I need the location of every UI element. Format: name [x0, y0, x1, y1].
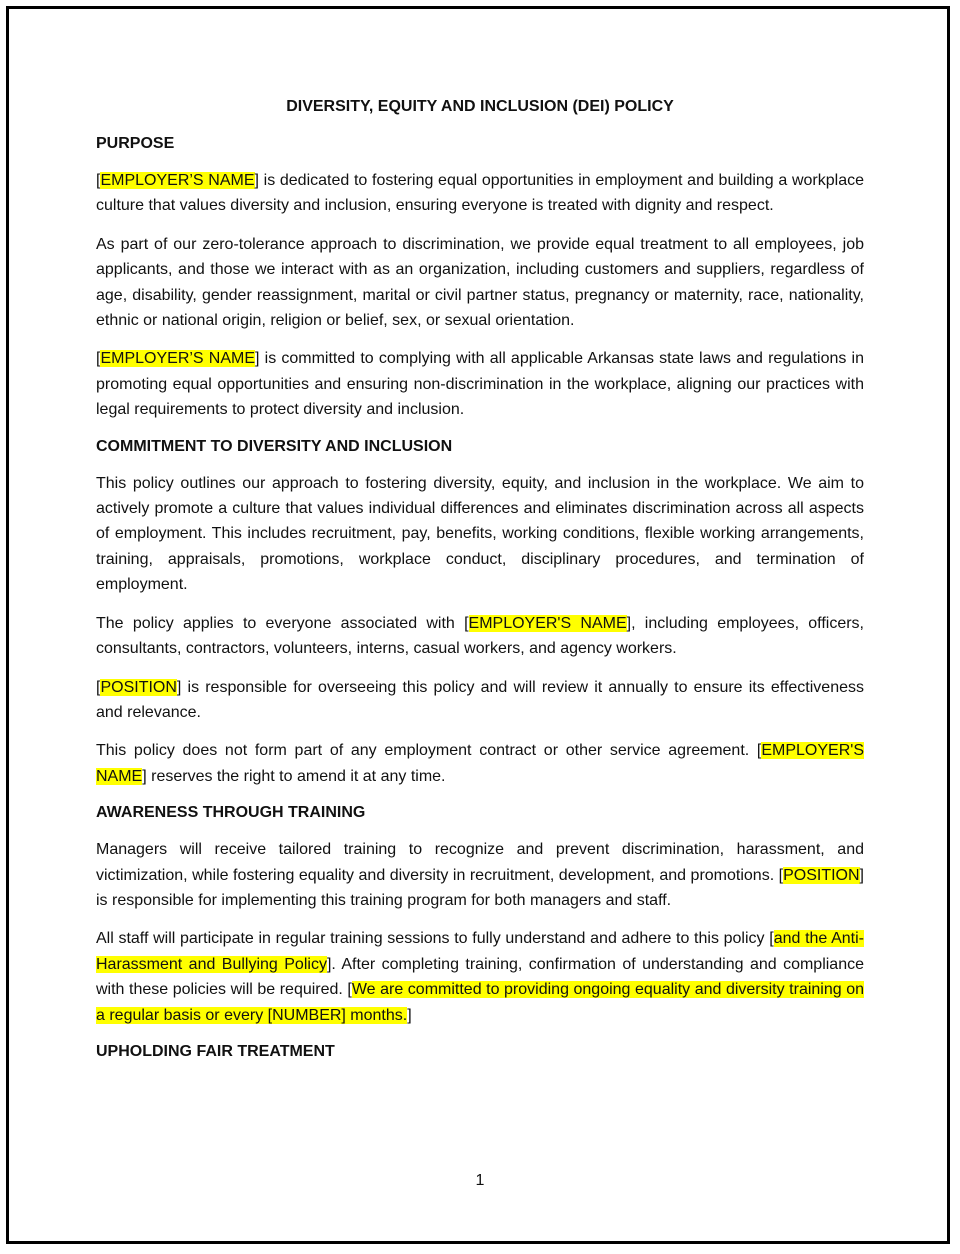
placeholder-highlight: We are committed to providing ongoing equality and diversity training on a regular basis or every [NUMBER] months.: [96, 981, 864, 1024]
section-heading: COMMITMENT TO DIVERSITY AND INCLUSION: [96, 437, 453, 455]
paragraph: [96, 471, 864, 598]
document-title: DIVERSITY, EQUITY AND INCLUSION (DEI) POLICY: [286, 98, 674, 115]
paragraph-text: ] is responsible for overseeing this policy and will review it annually to ensure its effectiveness and relevance.: [96, 678, 864, 721]
paragraph-text: [: [96, 350, 101, 368]
paragraph: [96, 738, 864, 789]
section-heading: PURPOSE: [96, 135, 175, 152]
placeholder-highlight: EMPLOYER’S NAME: [100, 172, 255, 189]
placeholder-highlight: EMPLOYER'S NAME: [468, 614, 627, 632]
paragraph-text: ] is dedicated to fostering equal opportunities in employment and building a workplace culture that values diversity and inclusion, ensuring everyone is treated with dignity and respect.: [96, 172, 865, 215]
placeholder-highlight: EMPLOYER'S NAME: [96, 742, 864, 785]
section-heading: AWARENESS THROUGH TRAINING: [96, 804, 366, 822]
section-heading: UPHOLDING FAIR TREATMENT: [96, 1042, 335, 1060]
paragraph-text: The policy applies to everyone associated with [: [96, 614, 469, 632]
paragraph-text: ]: [407, 1006, 412, 1024]
paragraph-text: This policy does not form part of any employment contract or other service agreement. [: [96, 742, 762, 760]
placeholder-highlight: POSITION: [100, 678, 177, 696]
paragraph-text: ], including employees, officers, consultants, contractors, volunteers, interns, casual workers, and agency workers.: [96, 614, 864, 658]
paragraph-text: As part of our zero-tolerance approach to discrimination, we provide equal treatment to all employees, job applicants, and those we interact with as an organization, including customers and suppliers, regardless of age, disability, gender reassignment, marital or civil partner status, pregnancy or maternity, race, nationality, ethnic or national origin, religion or belief, sex, or sexual orientation.: [96, 235, 864, 330]
document-sections: [96, 133, 864, 1063]
paragraph-text: ] is committed to complying with all applicable Arkansas state laws and regulations in promoting equal opportunities and ensuring non-discrimination in the workplace, aligning our practices with legal requirements to protect diversity and inclusion.: [96, 350, 865, 419]
paragraph: [96, 232, 864, 334]
paragraph: [96, 837, 864, 913]
placeholder-highlight: POSITION: [783, 866, 860, 884]
paragraph: [96, 611, 864, 662]
placeholder-highlight: and the Anti-Harassment and Bullying Policy: [96, 930, 865, 973]
paragraph: [96, 675, 864, 726]
placeholder-highlight: EMPLOYER’S NAME: [100, 350, 256, 368]
paragraph-text: ] reserves the right to amend it at any time.: [142, 767, 446, 785]
document-body: [96, 96, 864, 1076]
paragraph-text: Managers will receive tailored training to recognize and prevent discrimination, harassment, and victimization, while fostering equality and diversity in recruitment, development, and promotions. [: [96, 841, 864, 884]
paragraph-text: This policy outlines our approach to fostering diversity, equity, and inclusion in the workplace. We aim to actively promote a culture that values individual differences and eliminates discrimination across all aspects of employment. This includes recruitment, pay, benefits, working conditions, flexible working arrangements, training, appraisals, promotions, workplace conduct, disciplinary procedures, and termination of employment.: [96, 474, 864, 594]
paragraph: [96, 926, 864, 1028]
paragraph-text: ]. After completing training, confirmation of understanding and compliance with these policies will be required. [: [96, 955, 865, 999]
page-number: 1: [475, 1172, 485, 1189]
paragraph-text: [: [96, 678, 101, 696]
paragraph: [96, 168, 864, 219]
paragraph-text: ] is responsible for implementing this training program for both managers and staff.: [96, 866, 864, 909]
paragraph-text: All staff will participate in regular training sessions to fully understand and adhere to this policy [: [96, 930, 774, 948]
paragraph-text: [: [96, 172, 101, 189]
paragraph: [96, 346, 864, 422]
